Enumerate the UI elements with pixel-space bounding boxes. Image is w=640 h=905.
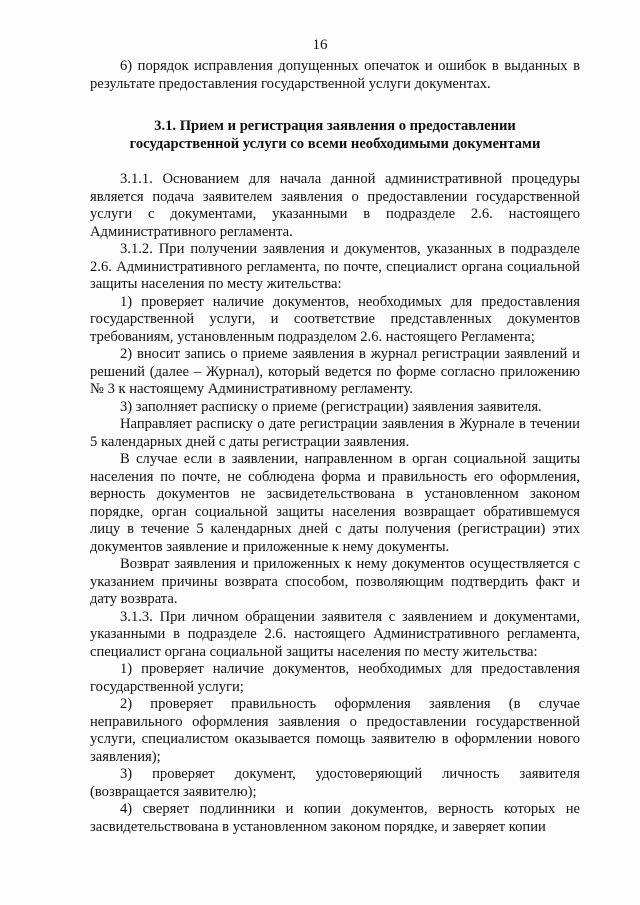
document-body	[90, 58, 580, 836]
list-item-2: 2) вносит запись о приеме заявления в журнал регистрации заявлений и решений (далее – Журнал), который ведется по форме согласно приложению № 3 к настоящему Административному регламенту.	[90, 346, 580, 397]
section-heading-line-1: 3.1. Прием и регистрация заявления о предоставлении	[154, 118, 516, 134]
paragraph-receipt: Направляет расписку о дате регистрации заявления в Журнале в течении 5 календарных дней с даты регистрации заявления.	[90, 416, 580, 450]
section-heading	[90, 117, 580, 153]
page-number: 16	[312, 37, 328, 53]
list-item-personal-2: 2) проверяет правильность оформления заявления (в случае неправильного оформления заявления о предоставлении государственной услуги, специалистом оказывается помощь заявителю в оформлении нового заявления);	[90, 696, 580, 765]
paragraph-3-1-1: 3.1.1. Основанием для начала данной административной процедуры является подача заявителем заявления о предоставлении государственной услуги с документами, указанными в подразделе 2.6. настоящего Административного регламента.	[90, 171, 580, 240]
list-item-personal-4: 4) сверяет подлинники и копии документов, верность которых не засвидетельствована в установленном законом порядке, и заверяет копии	[90, 801, 580, 835]
paragraph-return-method: Возврат заявления и приложенных к нему документов осуществляется с указанием причины возврата способом, позволяющим подтвердить факт и дату возврата.	[90, 556, 580, 607]
list-item-3: 3) заполняет расписку о приеме (регистрации) заявления заявителя.	[120, 398, 542, 415]
paragraph-3-1-2: 3.1.2. При получении заявления и документов, указанных в подразделе 2.6. Административного регламента, по почте, специалист органа социальной защиты населения по месту жительства:	[90, 241, 580, 292]
paragraph-3-1-3: 3.1.3. При личном обращении заявителя с заявлением и документами, указанными в подразделе 2.6. настоящего Административного регламента, специалист органа социальной защиты населения по месту жительства:	[90, 608, 580, 660]
paragraph-return-case: В случае если в заявлении, направленном в орган социальной защиты населения по почте, не соблюдена форма и правильность его оформления, верность документов не засвидетельствована в установленном законом порядке, орган социальной защиты населения возвращает обратившемуся лицу в течение 5 календарных дней с даты получения (регистрации) этих документов заявление и приложенные к нему документы.	[90, 451, 580, 555]
list-item-personal-1: 1) проверяет наличие документов, необходимых для предоставления государственной услуги;	[90, 661, 580, 695]
section-heading-line-2: государственной услуги со всеми необходимыми документами	[129, 136, 541, 152]
intro-paragraph: 6) порядок исправления допущенных опечаток и ошибок в выданных в результате предоставления государственной услуги документах.	[90, 58, 580, 92]
list-item-personal-3: 3) проверяет документ, удостоверяющий личность заявителя (возвращается заявителю);	[90, 766, 580, 800]
list-item-1: 1) проверяет наличие документов, необходимых для предоставления государственной услуги, и соответствие представленных документов требованиям, установленным подразделом 2.6. настоящего Регламента;	[90, 293, 580, 345]
